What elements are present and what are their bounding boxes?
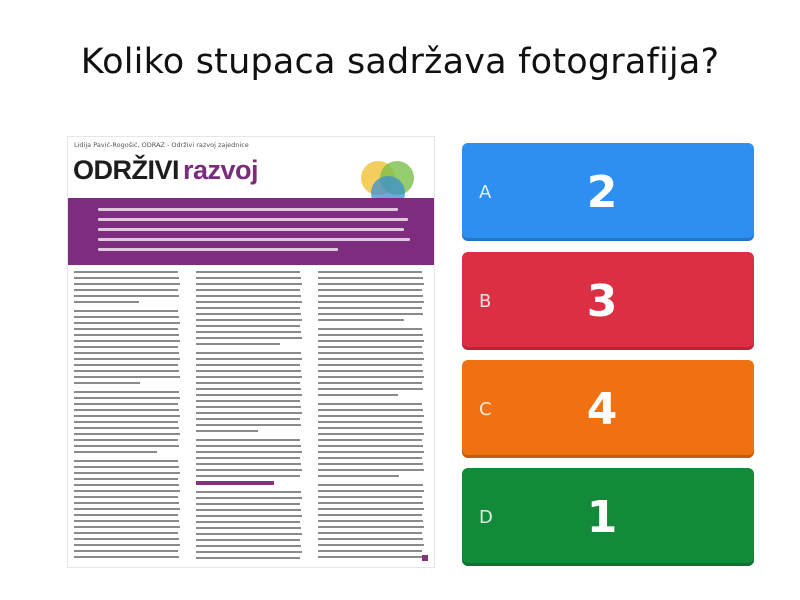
article-text-line <box>318 301 424 303</box>
article-text-line <box>74 427 179 429</box>
article-text-line <box>318 502 423 504</box>
article-text-line <box>74 439 178 441</box>
article-text-line <box>74 328 178 330</box>
article-text-line <box>318 334 423 336</box>
article-text-line <box>196 451 302 453</box>
article-text-line <box>318 409 423 411</box>
answer-option-d[interactable] <box>462 468 754 566</box>
article-text-line <box>196 469 302 471</box>
article-text-line <box>74 364 178 366</box>
article-text-line <box>318 544 424 546</box>
article-text-line <box>196 289 300 291</box>
article-text-line <box>318 295 423 297</box>
article-text-line <box>318 508 424 510</box>
article-text-line <box>318 427 423 429</box>
article-text-line <box>318 475 399 477</box>
article-text-line <box>318 514 422 516</box>
article-text-line <box>196 331 301 333</box>
article-text-line <box>74 370 179 372</box>
article-text-line <box>196 521 300 523</box>
article-text-line <box>318 463 423 465</box>
article-text-line <box>74 472 180 474</box>
article-text-line <box>74 445 179 447</box>
article-text-line <box>196 412 302 414</box>
article-text-line <box>318 376 424 378</box>
article-text-line <box>318 556 423 558</box>
article-text-line <box>196 533 302 535</box>
answer-letter: D <box>479 506 493 528</box>
article-text-line <box>318 445 423 447</box>
article-text-line <box>196 515 302 517</box>
article-text-line <box>74 391 179 393</box>
article-text-line <box>196 551 302 553</box>
article-text-line <box>196 400 300 402</box>
article-text-line <box>318 538 423 540</box>
article-text-line <box>74 397 180 399</box>
article-text-line <box>318 277 423 279</box>
article-text-line <box>318 490 424 492</box>
article-text-line <box>318 457 422 459</box>
article-intro-banner <box>68 198 434 265</box>
article-text-line <box>318 364 422 366</box>
article-text-line <box>74 496 178 498</box>
article-text-line <box>74 460 178 462</box>
article-text-line <box>74 484 179 486</box>
article-text-line <box>196 319 302 321</box>
article-text-line <box>318 484 423 486</box>
article-text-line <box>74 346 178 348</box>
article-text-line <box>74 322 180 324</box>
article-text-line <box>74 277 179 279</box>
article-text-line <box>196 439 300 441</box>
article-text-line <box>74 490 180 492</box>
article-text-line <box>318 469 424 471</box>
article-text-line <box>196 424 301 426</box>
article-end-mark <box>422 555 428 561</box>
article-text-line <box>196 457 300 459</box>
answer-value: 2 <box>586 166 618 218</box>
article-text-line <box>196 497 302 499</box>
article-text-line <box>318 313 423 315</box>
article-text-line <box>74 502 179 504</box>
article-text-line <box>318 394 398 396</box>
article-text-line <box>74 295 179 297</box>
article-text-line <box>74 271 178 273</box>
article-text-line <box>196 337 302 339</box>
article-text-line <box>74 478 178 480</box>
article-text-line <box>74 466 179 468</box>
answer-value: 4 <box>586 383 618 435</box>
article-text-line <box>196 445 301 447</box>
article-text-line <box>318 496 422 498</box>
article-text-line <box>74 310 178 312</box>
article-text-line <box>196 301 302 303</box>
article-text-line <box>74 550 178 552</box>
article-text-line <box>318 421 422 423</box>
article-text-line <box>196 283 302 285</box>
article-text-line <box>196 503 300 505</box>
article-text-line <box>196 388 301 390</box>
article-text-line <box>74 532 178 534</box>
article-header: Lidija Pavić-Rogošić, ODRAZ - Održivi razvoj zajednice <box>74 141 249 149</box>
article-text-line <box>74 415 180 417</box>
article-text-line <box>196 430 258 432</box>
article-text-line <box>74 409 179 411</box>
article-title-accent: razvoj <box>183 155 259 185</box>
article-text-line <box>318 283 424 285</box>
article-text-line <box>74 358 180 360</box>
article-text-line <box>318 388 423 390</box>
article-text-line <box>74 451 157 453</box>
article-text-line <box>74 526 180 528</box>
article-text-line <box>74 538 179 540</box>
article-text-line <box>318 415 424 417</box>
article-text-line <box>196 307 300 309</box>
article-text-line <box>196 463 301 465</box>
article-text-line <box>196 406 301 408</box>
article-text-line <box>196 539 300 541</box>
article-text-line <box>318 451 424 453</box>
article-image <box>68 137 434 567</box>
article-text-line <box>318 346 422 348</box>
article-text-line <box>74 352 179 354</box>
article-text-line <box>74 556 179 558</box>
article-text-line <box>196 545 301 547</box>
article-text-line <box>74 403 178 405</box>
answer-option-b[interactable] <box>462 252 754 350</box>
article-text-line <box>196 418 300 420</box>
article-text-line <box>318 271 422 273</box>
article-text-line <box>74 544 180 546</box>
article-text-line <box>74 340 180 342</box>
article-text-line <box>318 328 422 330</box>
article-text-line <box>318 340 424 342</box>
article-text-line <box>74 382 140 384</box>
question-text: Koliko stupaca sadržava fotografija? <box>80 42 720 82</box>
article-text-line <box>74 316 179 318</box>
answer-letter: A <box>479 181 492 203</box>
article-text-line <box>318 370 423 372</box>
article-text-line <box>196 277 301 279</box>
article-text-line <box>196 394 302 396</box>
article-text-line <box>74 283 180 285</box>
article-title-main: ODRŽIVI <box>73 155 180 185</box>
article-text-line <box>196 527 301 529</box>
article-text-line <box>196 295 301 297</box>
article-column <box>196 271 306 563</box>
article-text-line <box>318 319 404 321</box>
answer-value: 1 <box>586 491 618 543</box>
article-text-line <box>318 526 424 528</box>
answer-option-c[interactable] <box>462 360 754 458</box>
article-text-line <box>196 325 300 327</box>
article-text-line <box>196 352 301 354</box>
article-text-line <box>318 439 422 441</box>
article-text-line <box>318 403 422 405</box>
article-text-line <box>74 289 178 291</box>
article-text-line <box>196 313 301 315</box>
article-text-line <box>196 382 300 384</box>
answer-option-a[interactable] <box>462 143 754 241</box>
article-text-line <box>318 358 424 360</box>
article-text-line <box>74 520 179 522</box>
article-text-line <box>196 271 300 273</box>
article-text-line <box>318 307 422 309</box>
article-text-line <box>196 509 301 511</box>
article-text-line <box>196 364 300 366</box>
article-text-line <box>74 514 178 516</box>
article-text-line <box>196 370 301 372</box>
article-text-line <box>318 532 422 534</box>
article-text-line <box>74 334 179 336</box>
article-text-line <box>74 376 180 378</box>
article-text-line <box>318 289 422 291</box>
article-text-line <box>196 376 302 378</box>
article-text-line <box>318 550 422 552</box>
article-title <box>73 155 258 186</box>
article-text-line <box>74 301 139 303</box>
article-text-line <box>74 508 180 510</box>
article-text-line <box>196 557 300 559</box>
article-text-line <box>318 433 424 435</box>
article-column <box>74 271 184 563</box>
article-column <box>318 271 428 563</box>
article-text-line <box>318 520 423 522</box>
article-text-columns <box>74 271 430 563</box>
article-text-line <box>196 475 300 477</box>
article-text-line <box>196 491 301 493</box>
article-text-line <box>196 343 280 345</box>
article-text-line <box>74 421 178 423</box>
article-text-line <box>74 433 180 435</box>
answer-letter: C <box>479 398 492 420</box>
article-text-line <box>318 352 423 354</box>
article-text-line <box>318 382 422 384</box>
article-subheading-mark <box>196 481 274 485</box>
article-text-line <box>196 358 302 360</box>
answer-value: 3 <box>586 275 618 327</box>
answer-letter: B <box>479 290 492 312</box>
